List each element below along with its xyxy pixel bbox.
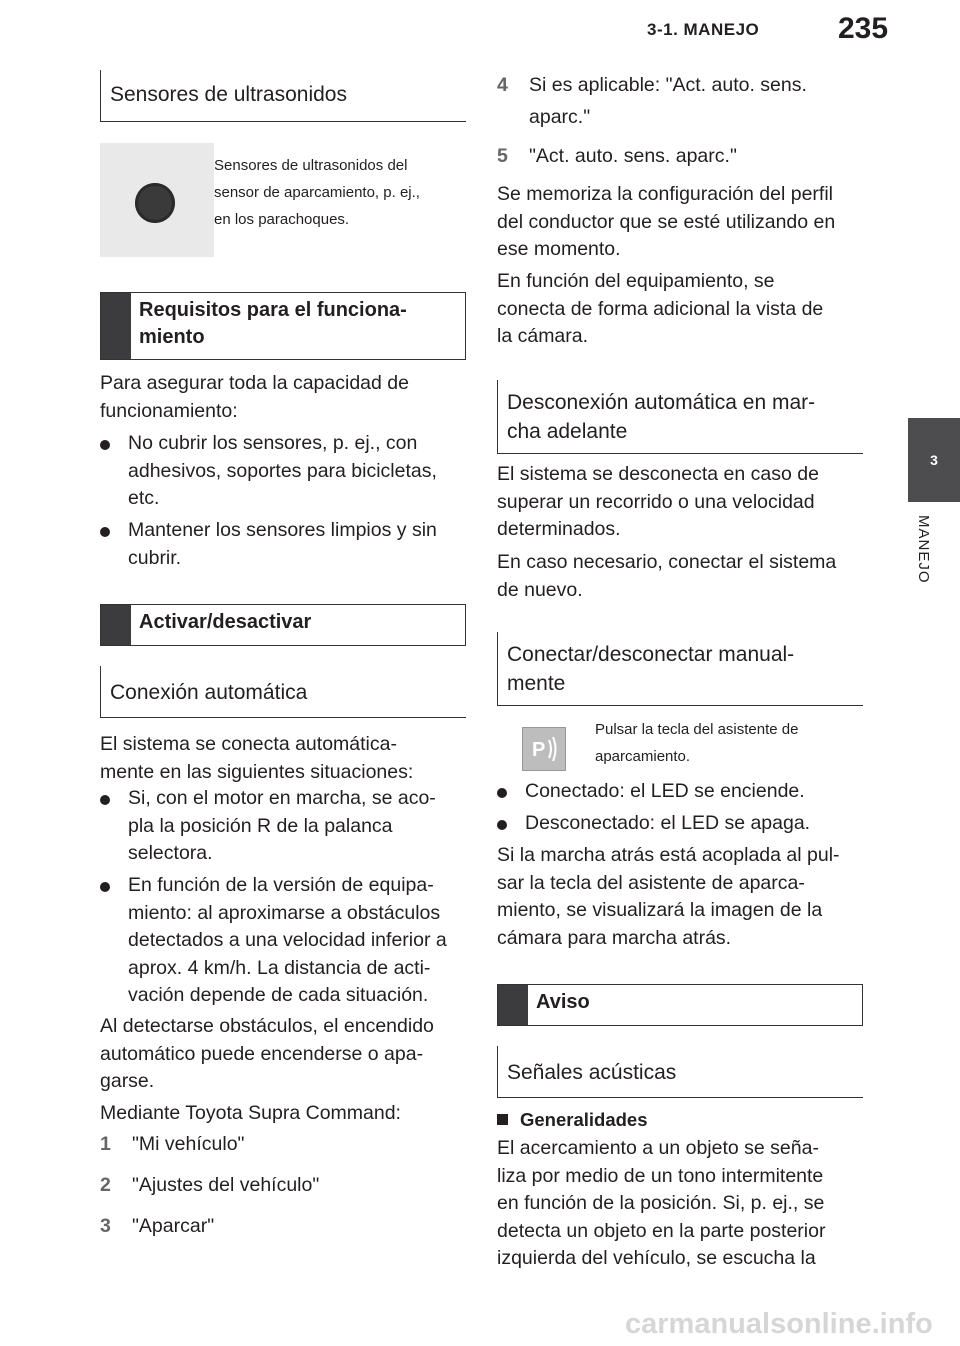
chapter-title: 3-1. MANEJO <box>647 20 760 39</box>
sensor-caption: Sensores de ultrasonidos del sensor de aparcamiento, p. ej., en los parachoques. <box>214 157 420 228</box>
sensor-icon <box>135 183 175 223</box>
heading-sensores: Sensores de ultrasonidos <box>100 70 466 122</box>
paragraph: Se memoriza la configuración del perfil del conductor que se esté utilizando en ese momento. <box>497 183 836 260</box>
parking-assistant-key-icon <box>522 727 566 771</box>
paragraph: En caso necesario, conectar el sistema de nuevo. <box>497 551 837 601</box>
heading-requisitos: Requisitos para el funciona- miento <box>100 292 466 360</box>
subsection-generalidades: Generalidades <box>497 1106 863 1133</box>
page-number: 235 <box>838 12 889 45</box>
heading-senales: Señales acústicas <box>497 1046 863 1098</box>
paragraph: Mediante Toyota Supra Command: <box>100 1102 401 1124</box>
key-caption: Pulsar la tecla del asistente de aparcamiento. <box>595 721 799 765</box>
bullet-icon <box>100 882 110 892</box>
bullet-icon <box>497 820 507 830</box>
square-bullet-icon <box>497 1114 508 1125</box>
heading-manual: Conectar/desconectar manual- mente <box>497 632 863 706</box>
watermark: carmanualsonline.info <box>625 1308 933 1340</box>
paragraph: Para asegurar toda la capacidad de funcionamiento: <box>100 372 409 422</box>
sensor-image <box>100 143 214 257</box>
paragraph: El sistema se desconecta en caso de superar un recorrido o una velocidad determinados. <box>497 463 819 540</box>
chapter-tab-label: MANEJO <box>915 515 932 584</box>
paragraph: El acercamiento a un objeto se seña- liza por medio de un tono intermitente en función de la posición. Si, p. ej., se detecta un objeto en la parte posterior izquierda del vehículo, se escucha la <box>497 1137 826 1269</box>
paragraph: Al detectarse obstáculos, el encendido automático puede encenderse o apa- garse. <box>100 1015 434 1092</box>
heading-activar: Activar/desactivar <box>100 604 466 646</box>
paragraph: Si la marcha atrás está acoplada al pul- sar la tecla del asistente de aparca- miento, se visualizará la imagen de la cámara para marcha atrás. <box>497 844 840 949</box>
svg-text:P: P <box>532 739 546 761</box>
heading-desconexion: Desconexión automática en mar- cha adelante <box>497 380 863 454</box>
heading-conexion: Conexión automática <box>100 666 466 718</box>
bullet-icon <box>100 795 110 805</box>
heading-aviso: Aviso <box>497 984 863 1026</box>
paragraph: En función del equipamiento, se conecta de forma adicional la vista de la cámara. <box>497 270 824 347</box>
bullet-icon <box>497 788 507 798</box>
chapter-tab: 3 <box>908 418 960 502</box>
paragraph: El sistema se conecta automática- mente en las siguientes situaciones: <box>100 733 414 783</box>
bullet-icon <box>100 527 110 537</box>
bullet-icon <box>100 440 110 450</box>
